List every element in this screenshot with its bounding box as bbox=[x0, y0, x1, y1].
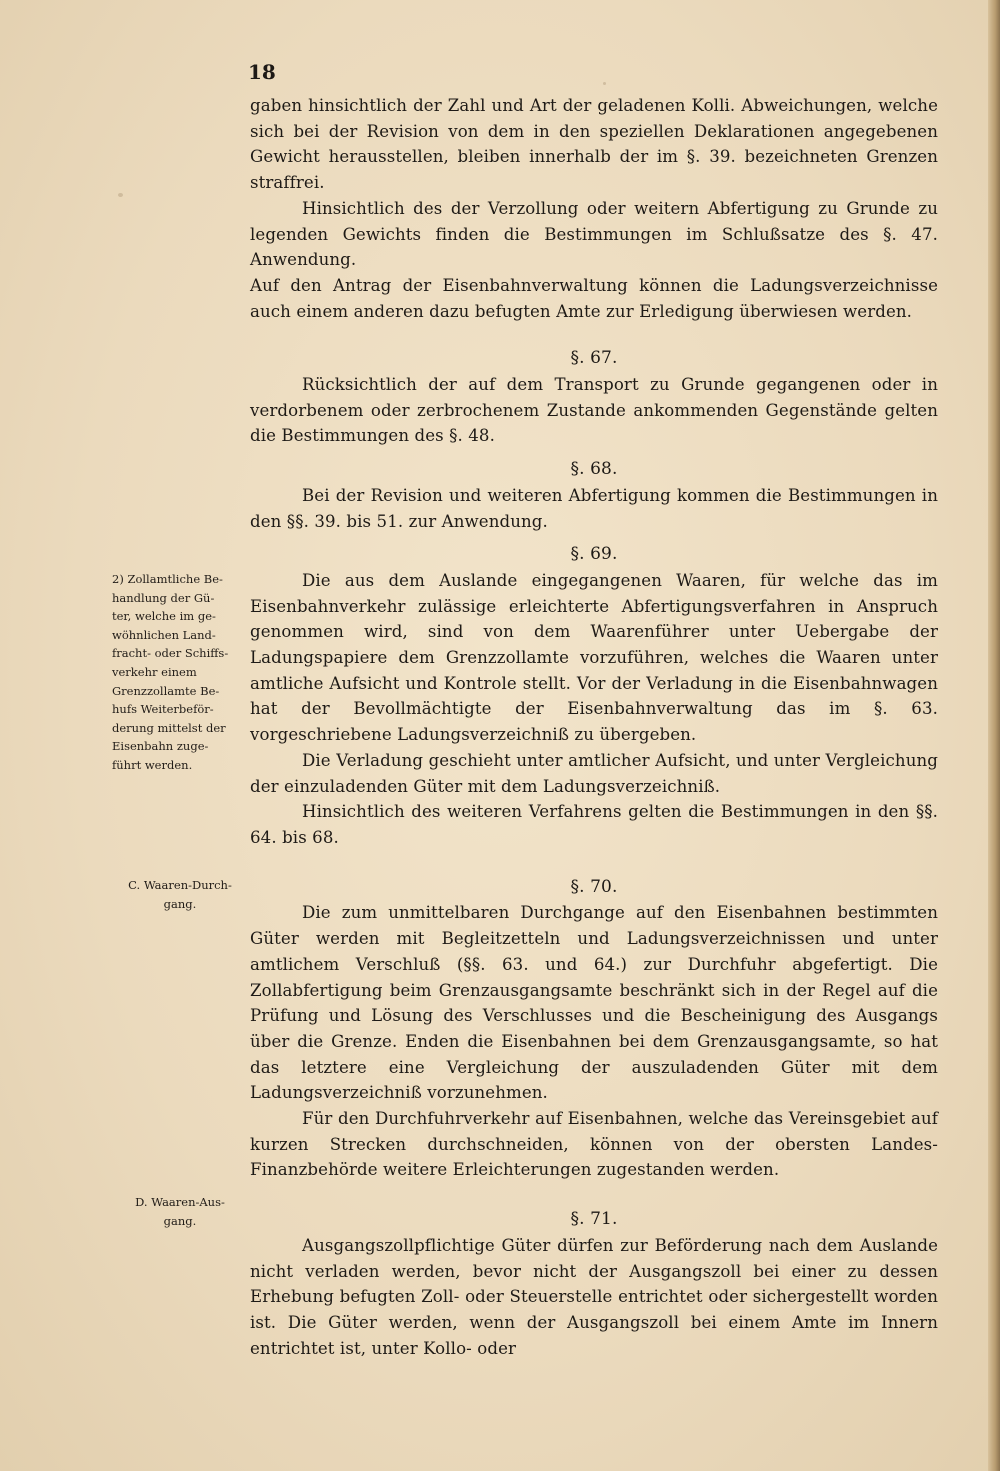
margin-note-line: fracht- oder Schiffs- bbox=[112, 646, 229, 661]
margin-note-line: C. Waaren-Durch- bbox=[128, 878, 232, 892]
paper-spot bbox=[118, 193, 123, 197]
body-text bbox=[250, 93, 938, 1361]
paragraph: Ausgangszollpflichtige Güter dürfen zur Beförderung nach dem Auslande nicht verladen werden, bevor nicht der Ausgangszoll bei einer zu dessen Erhebung befugten Zoll- oder Steuerstelle entrichtet oder sichergestellt worden ist. Die Güter werden, wenn der Ausgangszoll bei einem Amte im Innern entrichtet ist, unter Kollo- oder bbox=[250, 1235, 938, 1358]
paragraph: Hinsichtlich des weiteren Verfahrens gelten die Bestimmungen in den §§. 64. bis 68. bbox=[250, 802, 938, 847]
margin-note-line: derung mittelst der bbox=[112, 720, 226, 735]
margin-note bbox=[110, 876, 250, 913]
margin-note-line: Grenzzollamte Be- bbox=[112, 683, 220, 698]
section-heading: §. 71. bbox=[570, 1209, 618, 1230]
margin-note-line: hufs Weiterbeför- bbox=[112, 702, 214, 717]
paragraph: Die Verladung geschieht unter amtlicher Aufsicht, und unter Vergleichung der einzuladenden Güter mit dem Ladungsverzeichniß. bbox=[250, 750, 938, 796]
page-edge bbox=[988, 0, 1000, 1471]
margin-note-line: D. Waaren-Aus- bbox=[135, 1195, 225, 1209]
paragraph: Die zum unmittelbaren Durchgange auf den Eisenbahnen bestimmten Güter werden mit Begleitzetteln und Ladungsverzeichnissen und unter amtlichem Verschluß (§§. 63. und 64.) zur Durchfuhr abgefertigt. Die Zollabfertigung beim Grenzausgangsamte beschränkt sich in der Regel auf die Prüfung und Lösung des Verschlusses und die Bescheinigung des Ausgangs über die Grenze. Enden die Eisenbahnen bei dem Grenzausgangsamte, so hat das letztere eine Vergleichung der auszuladenden Güter mit dem Ladungsverzeichniß vorzunehmen. bbox=[250, 903, 938, 1103]
section-heading: §. 69. bbox=[570, 544, 618, 565]
margin-note-line: wöhnlichen Land- bbox=[112, 627, 216, 642]
section-heading: §. 67. bbox=[570, 348, 618, 369]
paragraph: Rücksichtlich der auf dem Transport zu Grunde gegangenen oder in verdorbenem oder zerbrochenem Zustande ankommenden Gegenstände gelten die Bestimmungen des §. 48. bbox=[250, 375, 938, 446]
paragraph: Hinsichtlich des der Verzollung oder weitern Abfertigung zu Grunde zu legenden Gewichts finden die Bestimmungen im Schlußsatze des §. 47. Anwendung. bbox=[250, 198, 938, 270]
margin-note-line: verkehr einem bbox=[112, 664, 197, 679]
margin-note-line: ter, welche im ge- bbox=[112, 609, 216, 624]
paragraph: Bei der Revision und weiteren Abfertigung kommen die Bestimmungen in den §§. 39. bis 51. zur Anwendung. bbox=[250, 485, 938, 531]
paper-spot bbox=[603, 82, 606, 85]
margin-note-line: gang. bbox=[163, 1213, 197, 1228]
margin-note-line: Eisenbahn zuge- bbox=[112, 739, 209, 754]
paragraph: Auf den Antrag der Eisenbahnverwaltung können die Ladungsverzeichnisse auch einem anderen dazu befugten Amte zur Erledigung überwiesen werden. bbox=[250, 275, 938, 321]
section-heading: §. 70. bbox=[570, 876, 618, 897]
margin-note bbox=[110, 1193, 250, 1230]
paragraph: gaben hinsichtlich der Zahl und Art der geladenen Kolli. Abweichungen, welche sich bei der Revision von dem in den speziellen Deklarationen angegebenen Gewicht herausstellen, bleiben innerhalb der im §. 39. bezeichneten Grenzen straffrei. bbox=[250, 96, 938, 193]
section-heading: §. 68. bbox=[570, 459, 618, 480]
margin-note bbox=[112, 570, 250, 775]
margin-note-line: 2) Zollamtliche Be- bbox=[112, 572, 223, 586]
paragraph: Die aus dem Auslande eingegangenen Waaren, für welche das im Eisenbahnverkehr zulässige erleichterte Abfertigungsverfahren in Anspruch genommen wird, sind von dem Waarenführer unter Uebergabe der Ladungspapiere dem Grenzzollamte vorzuführen, welches die Waaren unter amtliche Aufsicht und Kontrole stellt. Vor der Verladung in die Eisenbahnwagen hat der Bevollmächtigte der Eisenbahnverwaltung das im §. 63. vorgeschriebene Ladungsverzeichniß zu übergeben. bbox=[250, 570, 938, 745]
margin-note-line: handlung der Gü- bbox=[112, 590, 215, 605]
margin-note-line: führt werden. bbox=[112, 757, 193, 772]
page-number: 18 bbox=[248, 60, 276, 84]
paragraph: Für den Durchfuhrverkehr auf Eisenbahnen, welche das Vereinsgebiet auf kurzen Strecken durchschneiden, können von der obersten Landes-Finanzbehörde weitere Erleichterungen zugestanden werden. bbox=[250, 1109, 938, 1180]
margin-note-line: gang. bbox=[163, 896, 197, 911]
